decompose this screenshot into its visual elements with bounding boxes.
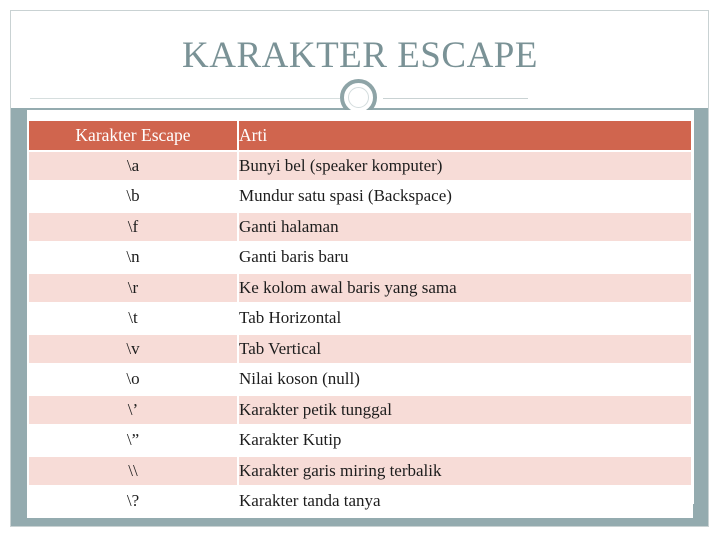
escape-table bbox=[27, 119, 693, 518]
cell-meaning: Tab Vertical bbox=[238, 334, 692, 365]
cell-meaning: Mundur satu spasi (Backspace) bbox=[238, 181, 692, 212]
cell-escape: \n bbox=[28, 242, 238, 273]
table-row bbox=[28, 486, 692, 517]
header-escape: Karakter Escape bbox=[28, 120, 238, 151]
table-row bbox=[28, 242, 692, 273]
table-row bbox=[28, 456, 692, 487]
cell-escape: \t bbox=[28, 303, 238, 334]
table-row bbox=[28, 273, 692, 304]
cell-meaning: Bunyi bel (speaker komputer) bbox=[238, 151, 692, 182]
cell-escape: \r bbox=[28, 273, 238, 304]
table-row bbox=[28, 425, 692, 456]
cell-escape: \\ bbox=[28, 456, 238, 487]
table-row bbox=[28, 212, 692, 243]
cell-meaning: Ke kolom awal baris yang sama bbox=[238, 273, 692, 304]
cell-meaning: Ganti baris baru bbox=[238, 242, 692, 273]
cell-escape: \f bbox=[28, 212, 238, 243]
cell-meaning: Karakter Kutip bbox=[238, 425, 692, 456]
title-rule-left bbox=[30, 98, 340, 99]
table-header-row bbox=[28, 120, 692, 151]
cell-escape: \’ bbox=[28, 395, 238, 426]
cell-meaning: Ganti halaman bbox=[238, 212, 692, 243]
cell-meaning: Karakter petik tunggal bbox=[238, 395, 692, 426]
table-row bbox=[28, 334, 692, 365]
table-row bbox=[28, 151, 692, 182]
cell-escape: \b bbox=[28, 181, 238, 212]
cell-escape: \” bbox=[28, 425, 238, 456]
table-row bbox=[28, 364, 692, 395]
cell-escape: \? bbox=[28, 486, 238, 517]
cell-escape: \v bbox=[28, 334, 238, 365]
cell-meaning: Nilai koson (null) bbox=[238, 364, 692, 395]
table-row bbox=[28, 181, 692, 212]
circle-ornament-inner bbox=[348, 87, 369, 108]
cell-escape: \a bbox=[28, 151, 238, 182]
cell-escape: \o bbox=[28, 364, 238, 395]
table-row bbox=[28, 303, 692, 334]
table-row bbox=[28, 395, 692, 426]
slide-title: KARAKTER ESCAPE bbox=[182, 35, 538, 76]
cell-meaning: Tab Horizontal bbox=[238, 303, 692, 334]
cell-meaning: Karakter garis miring terbalik bbox=[238, 456, 692, 487]
title-rule-right bbox=[383, 98, 528, 99]
cell-meaning: Karakter tanda tanya bbox=[238, 486, 692, 517]
header-meaning: Arti bbox=[238, 120, 692, 151]
